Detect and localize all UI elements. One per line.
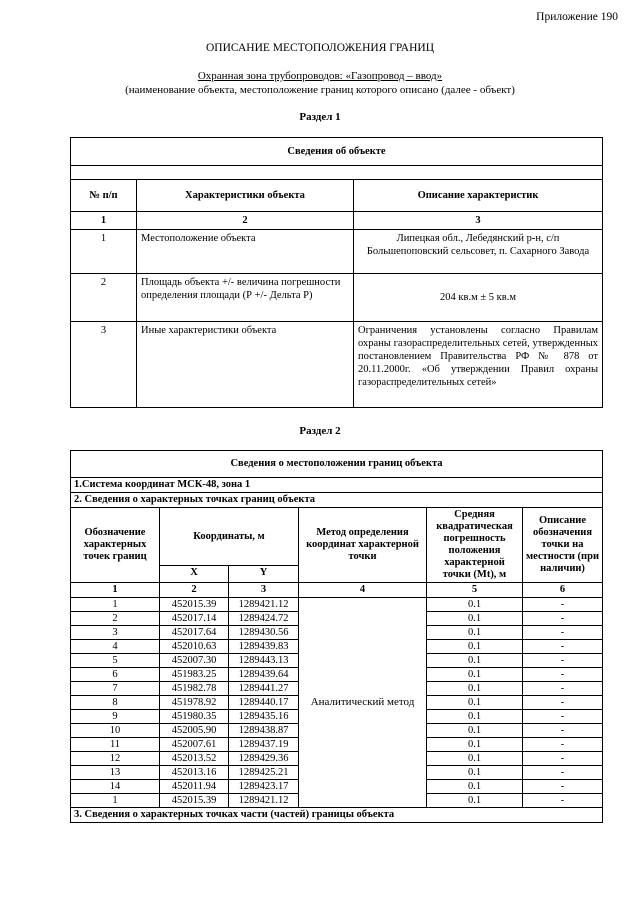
col-header-desc: Описание характеристик: [354, 180, 603, 212]
method-cell: Аналитический метод: [299, 598, 427, 808]
point-x: 451982.78: [160, 682, 229, 696]
point-x: 452005.90: [160, 724, 229, 738]
object-info-table: [70, 137, 603, 408]
point-desc: -: [523, 598, 603, 612]
point-desc: -: [523, 612, 603, 626]
boundary-title: Сведения о местоположении границ объекта: [71, 451, 603, 478]
point-error: 0.1: [427, 794, 523, 808]
row-num: 2: [71, 274, 137, 322]
col-index: 1: [71, 583, 160, 598]
section-2-label: Раздел 2: [299, 425, 341, 437]
point-id: 4: [71, 640, 160, 654]
object-name: [0, 70, 640, 82]
point-x: 451983.25: [160, 668, 229, 682]
point-id: 10: [71, 724, 160, 738]
point-id: 5: [71, 654, 160, 668]
row-char: Местоположение объекта: [137, 230, 354, 274]
appendix-number: Приложение 190: [536, 11, 618, 23]
point-desc: -: [523, 710, 603, 724]
row-char: Иные характеристики объекта: [137, 322, 354, 408]
point-error: 0.1: [427, 780, 523, 794]
point-desc: -: [523, 668, 603, 682]
col-header-char: Характеристики объекта: [137, 180, 354, 212]
point-error: 0.1: [427, 724, 523, 738]
col-header-y: Y: [229, 566, 299, 583]
row-num: 1: [71, 230, 137, 274]
document-title: ОПИСАНИЕ МЕСТОПОЛОЖЕНИЯ ГРАНИЦ: [205, 42, 435, 54]
point-id: 12: [71, 752, 160, 766]
point-x: 452007.30: [160, 654, 229, 668]
point-id: 6: [71, 668, 160, 682]
row-desc: 204 кв.м ± 5 кв.м: [354, 274, 603, 322]
point-y: 1289421.12: [229, 598, 299, 612]
point-desc: -: [523, 626, 603, 640]
section-1-label: Раздел 1: [299, 111, 341, 123]
point-id: 3: [71, 626, 160, 640]
point-y: 1289439.83: [229, 640, 299, 654]
point-error: 0.1: [427, 682, 523, 696]
point-x: 452007.61: [160, 738, 229, 752]
point-error: 0.1: [427, 598, 523, 612]
point-y: 1289425.21: [229, 766, 299, 780]
point-error: 0.1: [427, 710, 523, 724]
row-desc: Ограничения установлены согласно Правилам охраны газораспределительных сетей, утвержденных постановлением Правительства РФ № 878 от 20.11.2000г. «Об утверждении Правил охраны газораспределительных сетей»: [354, 322, 603, 408]
col-index: 1: [71, 212, 137, 230]
point-y: 1289435.16: [229, 710, 299, 724]
col-header-error: Средняя квадратическая погрешность положения характерной точки (Mt), м: [427, 508, 523, 583]
col-header-point: Обозначение характерных точек границ: [71, 508, 160, 583]
table-row: [71, 230, 603, 274]
points-title: 2. Сведения о характерных точках границ объекта: [71, 493, 603, 508]
point-error: 0.1: [427, 626, 523, 640]
object-note: (наименование объекта, местоположение границ которого описано (далее - объект): [125, 84, 515, 96]
col-index: 3: [354, 212, 603, 230]
point-y: 1289424.72: [229, 612, 299, 626]
point-error: 0.1: [427, 668, 523, 682]
point-x: 452015.39: [160, 794, 229, 808]
table-row: [71, 322, 603, 408]
col-index: 4: [299, 583, 427, 598]
point-desc: -: [523, 724, 603, 738]
point-x: 452013.16: [160, 766, 229, 780]
point-id: 1: [71, 598, 160, 612]
point-desc: -: [523, 682, 603, 696]
point-y: 1289439.64: [229, 668, 299, 682]
object-name-text: Охранная зона трубопроводов: «Газопровод – ввод»: [197, 70, 443, 82]
point-error: 0.1: [427, 612, 523, 626]
point-id: 11: [71, 738, 160, 752]
col-header-x: X: [160, 566, 229, 583]
col-index: 3: [229, 583, 299, 598]
col-header-coords: Координаты, м: [160, 508, 299, 566]
point-y: 1289440.17: [229, 696, 299, 710]
point-x: 452013.52: [160, 752, 229, 766]
point-error: 0.1: [427, 640, 523, 654]
point-y: 1289438.87: [229, 724, 299, 738]
point-y: 1289423.17: [229, 780, 299, 794]
row-char: Площадь объекта +/- величина погрешности определения площади (Р +/- Дельта Р): [137, 274, 354, 322]
parts-title: 3. Сведения о характерных точках части (частей) границы объекта: [71, 808, 603, 823]
point-x: 451978.92: [160, 696, 229, 710]
point-error: 0.1: [427, 752, 523, 766]
coord-system: 1.Система координат МСК-48, зона 1: [71, 478, 603, 493]
point-error: 0.1: [427, 696, 523, 710]
col-index: 2: [160, 583, 229, 598]
point-error: 0.1: [427, 738, 523, 752]
row-num: 3: [71, 322, 137, 408]
table-row: [71, 598, 603, 612]
col-index: 6: [523, 583, 603, 598]
point-x: 452010.63: [160, 640, 229, 654]
object-info-title: Сведения об объекте: [71, 138, 603, 166]
point-id: 9: [71, 710, 160, 724]
point-id: 8: [71, 696, 160, 710]
point-desc: -: [523, 738, 603, 752]
point-y: 1289441.27: [229, 682, 299, 696]
point-id: 1: [71, 794, 160, 808]
col-header-desc: Описание обозначения точки на местности (при наличии): [523, 508, 603, 583]
boundary-table: [70, 450, 603, 823]
row-desc: Липецкая обл., Лебедянский р-н, с/п Большепоповский сельсовет, п. Сахарного Завода: [354, 230, 603, 274]
point-desc: -: [523, 696, 603, 710]
point-id: 7: [71, 682, 160, 696]
point-error: 0.1: [427, 766, 523, 780]
point-desc: -: [523, 794, 603, 808]
col-index: 2: [137, 212, 354, 230]
point-id: 13: [71, 766, 160, 780]
point-x: 451980.35: [160, 710, 229, 724]
point-desc: -: [523, 654, 603, 668]
points-body: [71, 598, 603, 808]
point-y: 1289430.56: [229, 626, 299, 640]
point-x: 452011.94: [160, 780, 229, 794]
point-y: 1289443.13: [229, 654, 299, 668]
table-row: [71, 274, 603, 322]
point-y: 1289421.12: [229, 794, 299, 808]
point-desc: -: [523, 766, 603, 780]
col-header-method: Метод определения координат характерной точки: [299, 508, 427, 583]
point-x: 452017.64: [160, 626, 229, 640]
point-error: 0.1: [427, 654, 523, 668]
point-id: 14: [71, 780, 160, 794]
point-desc: -: [523, 752, 603, 766]
col-index: 5: [427, 583, 523, 598]
spacer-row: [71, 166, 603, 180]
point-x: 452015.39: [160, 598, 229, 612]
point-desc: -: [523, 640, 603, 654]
point-y: 1289429.36: [229, 752, 299, 766]
point-desc: -: [523, 780, 603, 794]
col-header-num: № п/п: [71, 180, 137, 212]
point-y: 1289437.19: [229, 738, 299, 752]
point-id: 2: [71, 612, 160, 626]
point-x: 452017.14: [160, 612, 229, 626]
